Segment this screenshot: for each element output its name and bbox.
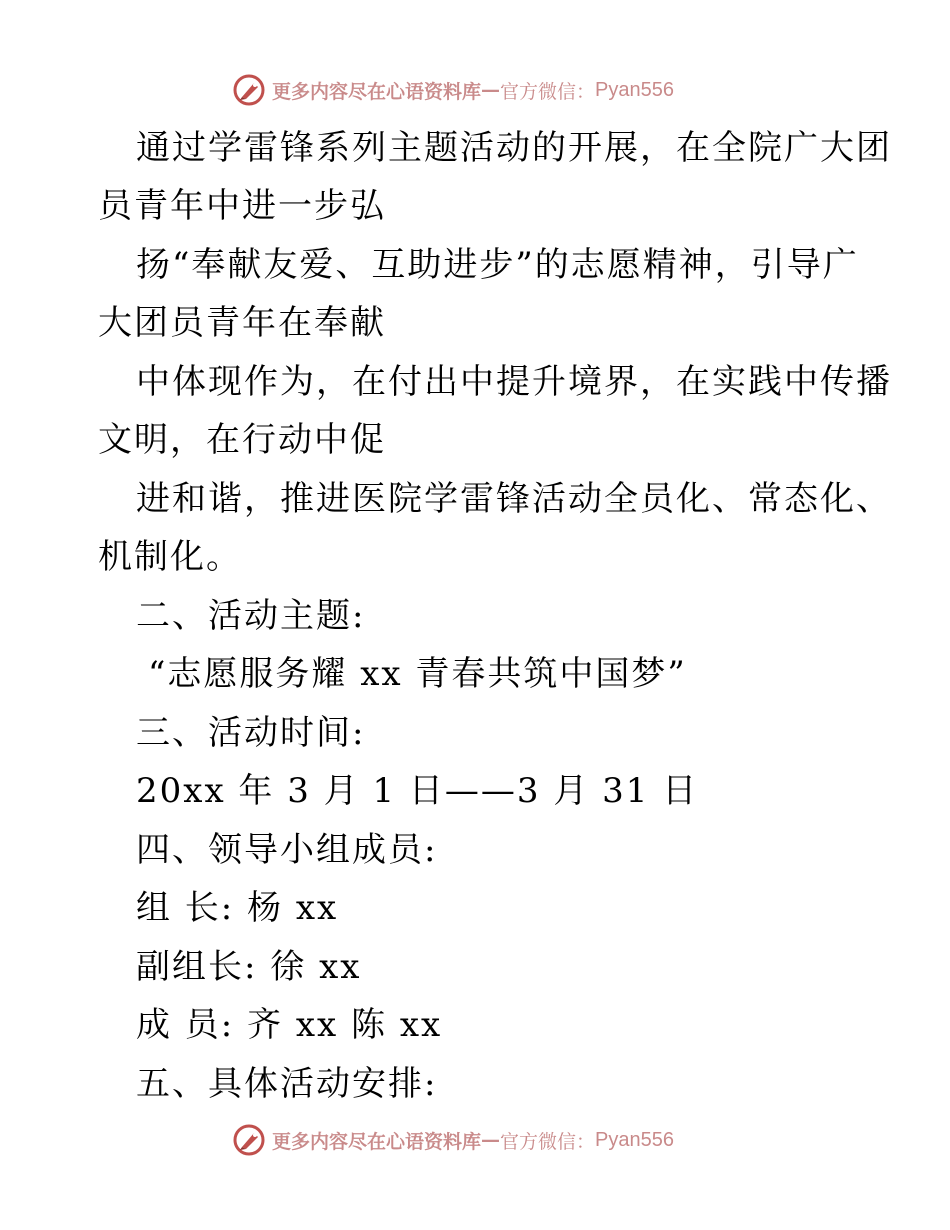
pen-nib-logo-icon [232, 1123, 266, 1157]
body-line: 扬“奉献友爱、互助进步”的志愿精神，引导广 [136, 245, 859, 285]
banner-dash: — [481, 79, 501, 101]
banner-wechat-id: Pyan556 [595, 78, 674, 101]
theme-slogan: “志愿服务耀 xx 青春共筑中国梦” [148, 654, 687, 694]
activity-dates: 20xx 年 3 月 1 日——3 月 31 日 [136, 771, 699, 811]
leader-line: 组 长: 杨 xx [136, 888, 339, 928]
body-line: 文明，在行动中促 [98, 420, 386, 460]
body-line: 通过学雷锋系列主题活动的开展，在全院广大团 [136, 128, 892, 168]
body-line: 机制化。 [98, 537, 242, 577]
banner-slogan: 更多内容尽在心语资料库 [272, 80, 482, 103]
section-heading-time: 三、活动时间: [136, 713, 366, 753]
banner-wechat-label: 官方微信： [500, 80, 596, 103]
deputy-leader-line: 副组长: 徐 xx [136, 947, 362, 987]
section-heading-leadership: 四、领导小组成员: [136, 830, 438, 870]
section-heading-theme: 二、活动主题: [136, 596, 366, 636]
section-heading-arrangement: 五、具体活动安排: [136, 1064, 438, 1104]
body-line: 员青年中进一步弘 [98, 186, 386, 226]
body-line: 大团员青年在奉献 [98, 303, 386, 343]
members-line: 成 员: 齐 xx 陈 xx [136, 1005, 443, 1045]
body-line: 中体现作为，在付出中提升境界，在实践中传播 [136, 362, 892, 402]
banner-slogan: 更多内容尽在心语资料库 [272, 1130, 482, 1153]
banner-dash: — [481, 1129, 501, 1151]
banner-wechat-label: 官方微信： [500, 1130, 596, 1153]
banner-wechat-id: Pyan556 [595, 1128, 674, 1151]
body-line: 进和谐，推进医院学雷锋活动全员化、常态化、 [136, 479, 892, 519]
footer-banner [232, 1122, 752, 1158]
